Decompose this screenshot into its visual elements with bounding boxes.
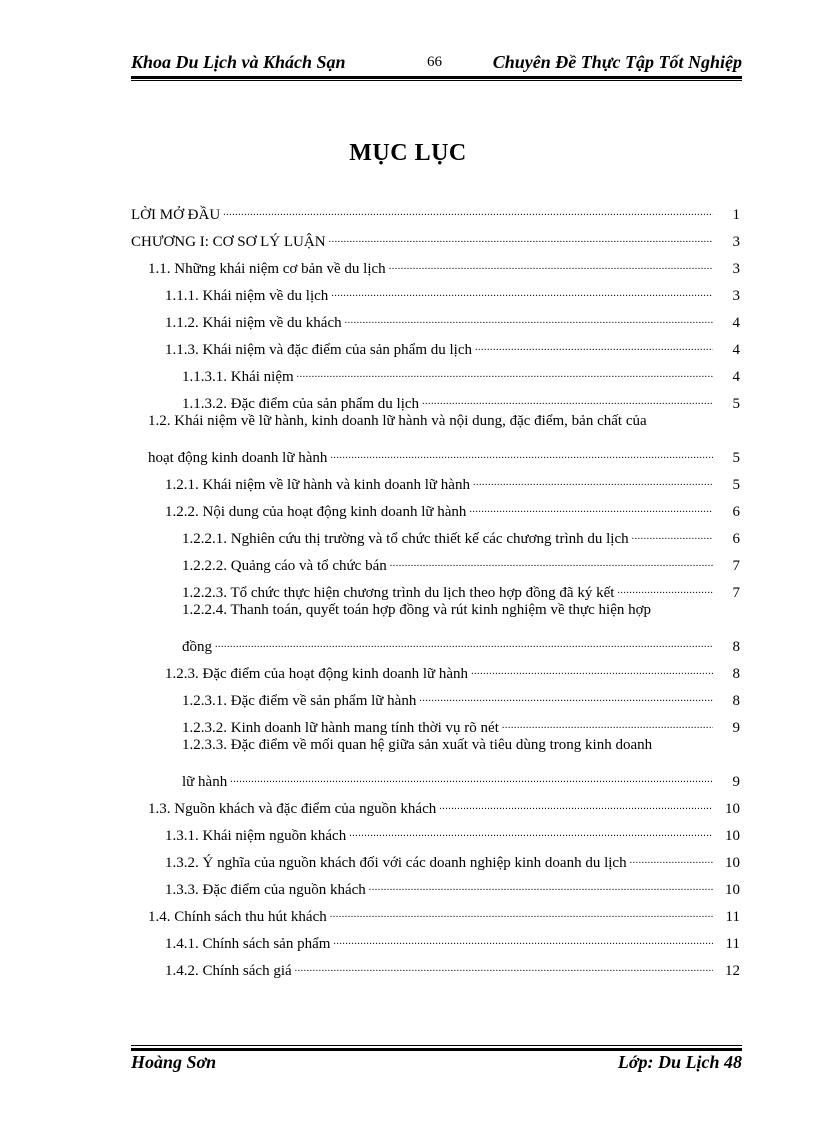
toc-entry[interactable] <box>131 197 740 224</box>
toc-leader-dots <box>215 638 713 652</box>
toc-entry-label: 1.2.2. Nội dung của hoạt động kinh doanh lữ hành <box>165 504 467 520</box>
page-title: MỤC LỤC <box>349 140 467 166</box>
toc-entry-page: 5 <box>732 477 740 493</box>
header-document-type: Chuyên Đề Thực Tập Tốt Nghiệp <box>492 52 742 72</box>
toc-entry-label: 1.4. Chính sách thu hút khách <box>148 909 327 925</box>
toc-entry-page: 9 <box>732 720 740 736</box>
toc-leader-dots <box>330 908 713 922</box>
toc-entry-label: CHƯƠNG I: CƠ SƠ LÝ LUẬN <box>131 234 326 250</box>
toc-leader-dots <box>369 881 713 895</box>
toc-entry-page: 1 <box>732 207 740 223</box>
toc-entry-label: 1.3. Nguồn khách và đặc điểm của nguồn khách <box>148 801 437 817</box>
toc-entry-label: LỜI MỞ ĐẦU <box>131 207 221 223</box>
toc-entry-label: 1.2.3.2. Kinh doanh lữ hành mang tính thời vụ rõ nét <box>182 720 499 736</box>
toc-entry-page: 3 <box>732 288 740 304</box>
toc-entry-label: 1.2.2.4. Thanh toán, quyết toán hợp đồng và rút kinh nghiệm về thực hiện hợp <box>182 602 652 618</box>
toc-entry[interactable] <box>131 926 740 953</box>
toc-entry-label: 1.1.3. Khái niệm và đặc điểm của sản phẩm du lịch <box>165 342 472 358</box>
page-header <box>131 52 742 76</box>
toc-entry-page: 8 <box>732 693 740 709</box>
toc-entry-page: 11 <box>725 936 740 952</box>
toc-entry-label: 1.2.2.1. Nghiên cứu thị trường và tổ chức thiết kế các chương trình du lịch <box>182 531 629 547</box>
toc-entry[interactable] <box>131 818 740 845</box>
toc-entry[interactable] <box>131 899 740 926</box>
toc-leader-dots <box>349 827 713 841</box>
toc-entry-page: 3 <box>732 234 740 250</box>
toc-entry-label: 1.3.3. Đặc điểm của nguồn khách <box>165 882 366 898</box>
toc-entry-label: 1.2.3. Đặc điểm của hoạt động kinh doanh lữ hành <box>165 666 469 682</box>
toc-entry-label: hoạt động kinh doanh lữ hành <box>148 450 328 466</box>
toc-entry[interactable] <box>131 548 740 575</box>
toc-entry[interactable] <box>131 332 740 359</box>
toc-entry[interactable] <box>131 656 740 683</box>
toc-entry-label: 1.2.3.1. Đặc điểm về sản phẩm lữ hành <box>182 693 417 709</box>
toc-entry[interactable] <box>131 224 740 251</box>
toc-entry-line1[interactable] <box>131 737 740 764</box>
toc-entry-page: 10 <box>725 882 740 898</box>
footer-author: Hoàng Sơn <box>131 1052 217 1072</box>
toc-entry[interactable] <box>131 251 740 278</box>
toc-leader-dots <box>329 233 713 247</box>
toc-leader-dots <box>223 206 713 220</box>
toc-entry[interactable] <box>131 305 740 332</box>
toc-entry-page: 10 <box>725 801 740 817</box>
toc-entry-label: đồng <box>182 639 212 655</box>
toc-leader-dots <box>422 395 713 409</box>
toc-entry-page: 10 <box>725 828 740 844</box>
footer-rule-thin <box>131 1045 742 1046</box>
toc-entry-page: 6 <box>732 531 740 547</box>
toc-leader-dots <box>297 368 713 382</box>
toc-leader-dots <box>475 341 713 355</box>
toc-entry-page: 4 <box>732 315 740 331</box>
toc-entry-page: 10 <box>725 855 740 871</box>
footer-class: Lớp: Du Lịch 48 <box>617 1052 742 1072</box>
toc-leader-dots <box>390 557 713 571</box>
toc-entry-page: 3 <box>732 261 740 277</box>
toc-leader-dots <box>617 584 713 598</box>
header-page-number: 66 <box>427 54 442 70</box>
header-rule-thin <box>131 80 742 81</box>
toc-entry-page: 5 <box>732 396 740 412</box>
toc-leader-dots <box>502 719 713 733</box>
toc-entry-line1[interactable] <box>131 602 740 629</box>
toc-entry-label: 1.1.2. Khái niệm về du khách <box>165 315 342 331</box>
toc-entry-label: 1.3.2. Ý nghĩa của nguồn khách đối với các doanh nghiệp kinh doanh du lịch <box>165 855 627 871</box>
toc-entry-page: 7 <box>732 558 740 574</box>
toc-entry-page: 4 <box>732 342 740 358</box>
toc-entry[interactable] <box>131 629 740 656</box>
toc-entry-label: 1.4.1. Chính sách sản phẩm <box>165 936 331 952</box>
toc-entry-page: 6 <box>732 504 740 520</box>
toc-leader-dots <box>439 800 713 814</box>
toc-entry-label: 1.1.1. Khái niệm về du lịch <box>165 288 329 304</box>
toc-leader-dots <box>333 935 713 949</box>
toc-entry[interactable] <box>131 845 740 872</box>
toc-leader-dots <box>419 692 713 706</box>
toc-entry-page: 9 <box>732 774 740 790</box>
toc-entry-label: 1.2.1. Khái niệm về lữ hành và kinh doanh lữ hành <box>165 477 470 493</box>
toc-entry-label: 1.3.1. Khái niệm nguồn khách <box>165 828 347 844</box>
toc-leader-dots <box>331 287 713 301</box>
toc-leader-dots <box>345 314 713 328</box>
toc-entry-page: 8 <box>732 666 740 682</box>
toc-entry-page: 12 <box>725 963 740 979</box>
toc-entry[interactable] <box>131 683 740 710</box>
toc-entry[interactable] <box>131 467 740 494</box>
table-of-contents <box>131 197 740 980</box>
header-rule-thick <box>131 76 742 79</box>
toc-entry[interactable] <box>131 386 740 413</box>
toc-leader-dots <box>632 530 713 544</box>
toc-entry-page: 4 <box>732 369 740 385</box>
toc-leader-dots <box>469 503 713 517</box>
toc-entry[interactable] <box>131 791 740 818</box>
toc-entry-label: 1.2. Khái niệm về lữ hành, kinh doanh lữ hành và nội dung, đặc điểm, bản chất của <box>148 413 647 429</box>
toc-entry-label: 1.2.3.3. Đặc điểm về mối quan hệ giữa sản xuất và tiêu dùng trong kinh doanh <box>182 737 653 753</box>
toc-entry[interactable] <box>131 872 740 899</box>
toc-leader-dots <box>630 854 713 868</box>
toc-entry[interactable] <box>131 575 740 602</box>
footer-rule-thick <box>131 1048 742 1051</box>
toc-entry[interactable] <box>131 359 740 386</box>
toc-leader-dots <box>389 260 713 274</box>
toc-entry-label: 1.1.3.1. Khái niệm <box>182 369 294 385</box>
toc-entry-line1[interactable] <box>131 413 740 440</box>
toc-entry-page: 11 <box>725 909 740 925</box>
toc-entry[interactable] <box>131 764 740 791</box>
toc-entry-label: 1.4.2. Chính sách giá <box>165 963 292 979</box>
toc-entry-label: lữ hành <box>182 774 228 790</box>
toc-entry-page: 7 <box>732 585 740 601</box>
toc-entry-page: 8 <box>732 639 740 655</box>
toc-leader-dots <box>330 449 713 463</box>
toc-entry[interactable] <box>131 278 740 305</box>
toc-entry[interactable] <box>131 710 740 737</box>
header-faculty: Khoa Du Lịch và Khách Sạn <box>131 52 346 72</box>
toc-entry[interactable] <box>131 440 740 467</box>
toc-entry-label: 1.1. Những khái niệm cơ bản về du lịch <box>148 261 386 277</box>
toc-entry[interactable] <box>131 521 740 548</box>
toc-entry[interactable] <box>131 494 740 521</box>
toc-entry[interactable] <box>131 953 740 980</box>
toc-entry-page: 5 <box>732 450 740 466</box>
toc-leader-dots <box>473 476 713 490</box>
page-footer <box>131 1052 742 1076</box>
toc-leader-dots <box>471 665 713 679</box>
toc-entry-label: 1.2.2.2. Quảng cáo và tổ chức bán <box>182 558 387 574</box>
toc-entry-label: 1.2.2.3. Tổ chức thực hiện chương trình du lịch theo hợp đồng đã ký kết <box>182 585 615 601</box>
toc-leader-dots <box>295 962 713 976</box>
toc-leader-dots <box>230 773 713 787</box>
toc-entry-label: 1.1.3.2. Đặc điểm của sản phẩm du lịch <box>182 396 420 412</box>
